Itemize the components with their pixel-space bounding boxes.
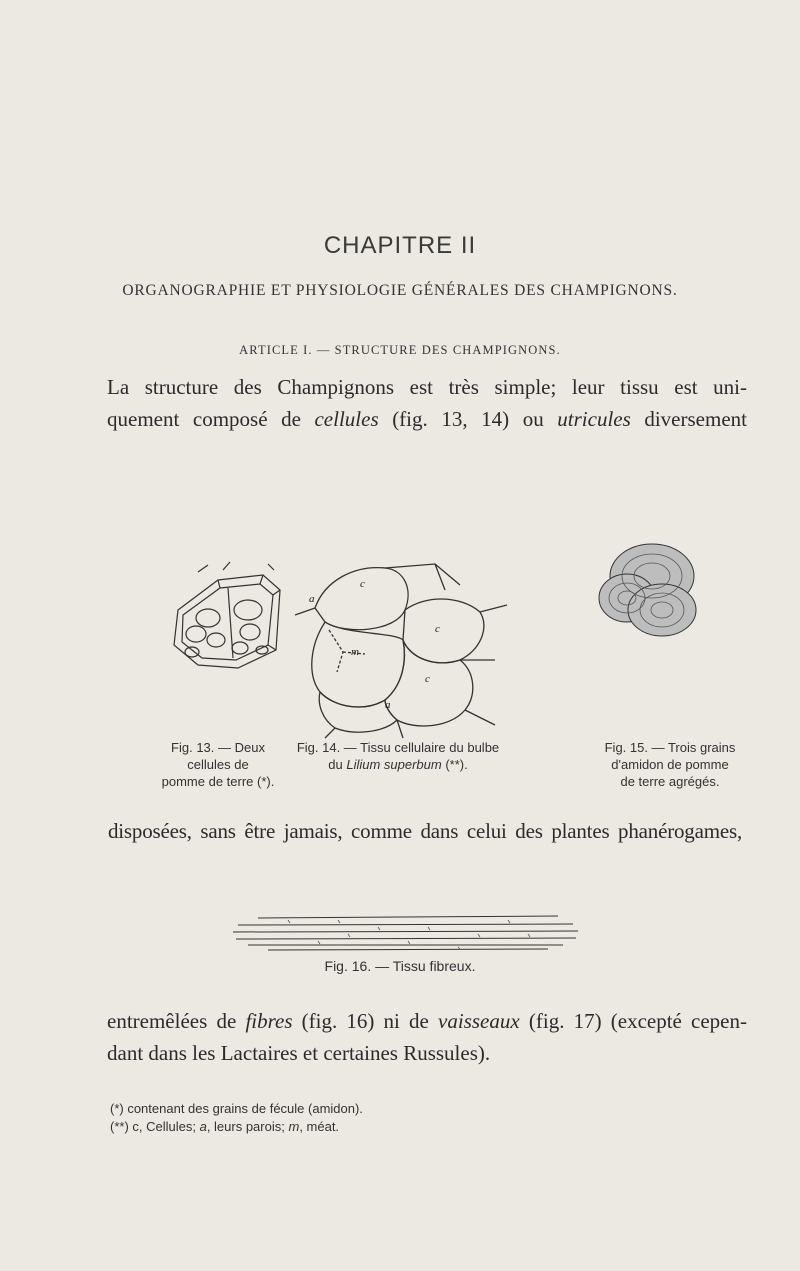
emphasis-utricules: utricules <box>557 407 631 431</box>
caption-line: Fig. 13. — Deux cellules de <box>171 740 265 772</box>
chapter-title: CHAPITRE II <box>323 232 477 259</box>
label-a: a <box>309 593 315 605</box>
figure-16-fibrous-tissue <box>228 912 588 952</box>
caption-line: Fig. 15. — Trois grains <box>604 740 736 755</box>
caption-line: de terre agrégés. <box>620 774 720 789</box>
body-text: (fig. 16) ni de <box>292 1009 439 1033</box>
caption-line: Fig. 14. — Tissu cellulaire du bulbe <box>296 740 500 755</box>
label-m: m <box>351 646 359 658</box>
label-c: c <box>425 673 430 685</box>
footnote-text: , méat. <box>299 1119 340 1134</box>
figure-14-caption <box>288 739 508 773</box>
caption-text: du <box>328 757 347 772</box>
footnote-1: (*) contenant des grains de fécule (amidon). <box>110 1101 363 1116</box>
caption-species: Lilium superbum <box>346 757 442 772</box>
body-line-5: dant dans les Lactaires et certaines Russules). <box>107 1041 491 1065</box>
chapter-heading: ORGANOGRAPHIE ET PHYSIOLOGIE GÉNÉRALES DES CHAMPIGNONS. <box>122 282 678 299</box>
figure-16-caption: Fig. 16. — Tissu fibreux. <box>324 958 476 974</box>
figure-15-starch-grains <box>592 538 702 648</box>
body-line-4 <box>107 1005 747 1038</box>
figure-13-caption <box>148 739 288 790</box>
footnote-symbol: m <box>288 1119 300 1134</box>
body-line-1: La structure des Champignons est très simple; leur tissu est uni- <box>107 375 747 399</box>
body-line-2 <box>107 403 747 436</box>
body-text: (fig. 13, 14) ou <box>378 407 558 431</box>
caption-line <box>288 756 508 773</box>
footnote-symbol: a <box>199 1119 207 1134</box>
caption-text: (**). <box>441 757 468 772</box>
label-a: a <box>385 699 391 711</box>
body-text: entremêlées de <box>107 1009 246 1033</box>
body-text: diversement <box>630 407 747 431</box>
emphasis-fibres: fibres <box>245 1009 293 1033</box>
figure-13-potato-cells <box>168 560 288 680</box>
caption-line: d'amidon de pomme <box>611 757 729 772</box>
emphasis-vaisseaux: vaisseaux <box>438 1009 520 1033</box>
article-heading: ARTICLE I. — STRUCTURE DES CHAMPIGNONS. <box>239 343 561 357</box>
figure-14-cell-tissue <box>285 560 525 740</box>
caption-line: pomme de terre (*). <box>161 774 275 789</box>
figure-15-caption <box>600 739 740 790</box>
emphasis-cellules: cellules <box>314 407 379 431</box>
footnote-2 <box>110 1119 339 1134</box>
label-c: c <box>360 578 365 590</box>
body-text: (fig. 17) (excepté cepen- <box>519 1009 747 1033</box>
footnote-text: (**) c, Cellules; <box>110 1119 200 1134</box>
body-text: quement composé de <box>107 407 315 431</box>
footnote-text: , leurs parois; <box>206 1119 289 1134</box>
body-line-3: disposées, sans être jamais, comme dans celui des plantes phanérogames, <box>108 819 742 843</box>
label-c: c <box>435 623 440 635</box>
